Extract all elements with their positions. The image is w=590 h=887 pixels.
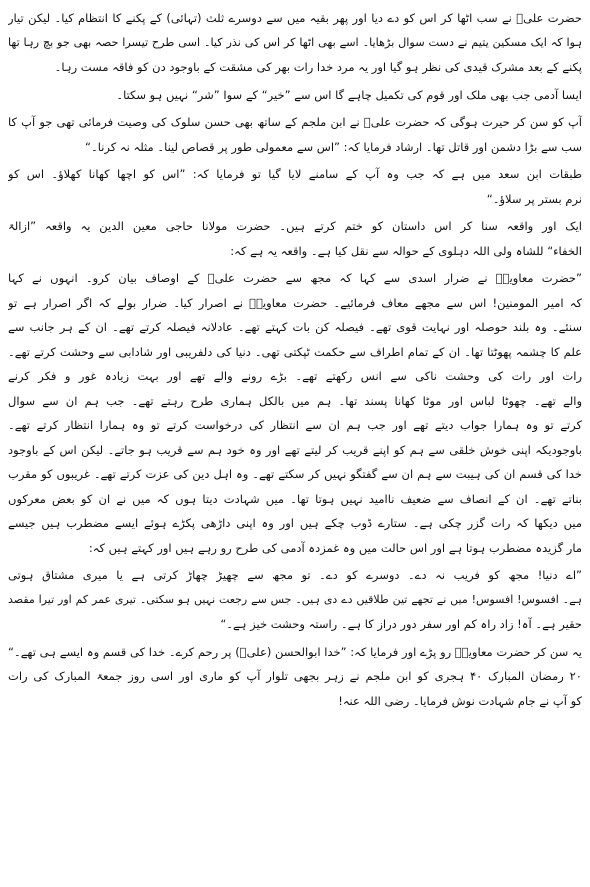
text-line: ”اے دنیا! مجھ کو فریب نہ دے۔ دوسرے کو دے۔ تو مجھ سے چھیڑ چھاڑ کرتی ہے یا میری مشتاق ہوتی [8, 568, 582, 582]
text-line: ”حضرت معاویہؓ نے ضرار اسدی سے کہا کہ مجھ سے حضرت علیؓ کے اوصاف بیان کرو۔ انہوں نے کہا [8, 271, 582, 285]
text-line: سنئے۔ وہ بلند حوصلہ اور نہایت قوی تھے۔ فیصلہ کن بات کہتے تھے۔ عادلانہ فیصلہ کرتے تھے۔ ان کے ہر جانب سے [8, 320, 582, 334]
text-line: طبقات ابن سعد میں ہے کہ جب وہ آپ کے سامنے لایا گیا تو فرمایا کہ: ”اس کو اچھا کھانا کھلاؤ۔ اس کو [8, 167, 582, 181]
text-line: پکنے کے بعد مشرک قیدی کی نظر ہو گیا اور یہ مرد خدا رات بھر کی مشقت کے باوجود دن کو فاقہ مست رہا۔ [54, 60, 582, 74]
text-line: ایسا آدمی جب بھی ملک اور قوم کی تکمیل چاہے گا اس سے ”خیر“ کے سوا ”شر“ نہیں ہو سکتا۔ [116, 87, 582, 102]
text-line: آپ کو سن کر حیرت ہوگی کہ حضرت علیؓ نے ابن ملجم کے ساتھ بھی حسن سلوک کی وصیت فرمائی تھی جو آپ کا [8, 115, 582, 129]
paragraph [8, 6, 582, 80]
text-line: علم کا چشمہ پھوٹتا تھا۔ ان کے تمام اطراف سے حکمت ٹپکتی تھی۔ دنیا کی دلفریبی اور شادابی سے وحشت کرتے تھے۔ [8, 344, 582, 359]
text-line: ہے۔ افسوس! افسوس! میں نے تجھے تین طلاقیں دے دی ہیں۔ جس سے رجعت نہیں ہو سکتی۔ تیری عمر کم اور تیرا مقصد [8, 592, 582, 606]
text-line: سب سے بڑا دشمن اور قاتل تھا۔ ارشاد فرمایا کہ: ”اس سے معمولی طور پر قصاص لینا۔ مثلہ نہ کرنا۔“ [85, 139, 582, 154]
paragraph [8, 266, 582, 560]
paragraph [8, 640, 582, 714]
text-line: کو آپ نے جام شہادت نوش فرمایا۔ رضی اللہ عنہ! [338, 693, 582, 708]
paragraph [8, 83, 582, 108]
text-line: ایک اور واقعہ سنا کر اس داستان کو ختم کرتے ہیں۔ حضرت مولانا حاجی معین الدین یہ واقعہ ”ازالۃ [8, 219, 582, 233]
paragraph [8, 214, 582, 263]
text-line: رات اور رات کی وحشت ناکی سے انس رکھتے تھے۔ بڑے رونے والے تھے اور بہت زیادہ غور و فکر کرنے [8, 369, 582, 383]
paragraph [8, 162, 582, 211]
text-line: ہوا کہ ایک مسکین یتیم نے دست سوال بڑھایا۔ اسے بھی اٹھا کر اس کی نذر کیا۔ اسی طرح تیسرا حصہ بھی جو بچ رہا تھا [8, 35, 582, 49]
text-line: ۲۰ رمضان المبارک ۴۰ ہجری کو ابن ملجم نے زہر بجھی تلوار آپ کو ماری اور اسی روز جمعۃ المبارک کی رات [8, 669, 582, 683]
text-line: کہ امیر المومنین! اس سے مجھے معاف فرمائیے۔ حضرت معاویہؓ نے اصرار کیا۔ ضرار بولے کہ اگر اصرار ہے تو [8, 295, 582, 310]
text-line: مار گزیدہ مضطرب ہوتا ہے اور اس حالت میں وہ غمزدہ آدمی کی طرح رو رہے ہیں اور کہتے ہیں کہ: [88, 540, 582, 555]
text-line: حضرت علیؓ نے سب اٹھا کر اس کو دے دیا اور پھر بقیہ میں سے دوسرے ثلث (تہائی) کے پکنے کا انتظام کیا۔ لیکن تیار [8, 11, 582, 25]
text-line: میں دیکھا کہ رات گزر چکی ہے۔ ستارے ڈوب چکے ہیں اور وہ اپنی داڑھی پکڑے ہوئے ایسے مضطرب ہیں جیسے [8, 516, 582, 530]
document-text [8, 6, 582, 716]
text-line: والے تھے۔ چھوٹا لباس اور موٹا کھانا پسند تھا۔ ہم میں بالکل ہماری طرح رہتے تھے۔ جب ہم ان سے سوال [8, 393, 582, 408]
text-line: کرتے تو وہ ہمارا جواب دیتے تھے اور جب ہم ان سے انتظار کی درخواست کرتے تو وہ ہمارا انتظار کرتے تھے۔ [8, 418, 582, 432]
paragraph [8, 110, 582, 159]
text-line: خدا کی قسم ان کی ہیبت سے ہم ان سے گفتگو نہیں کر سکتے تھے۔ وہ اہل دین کی عزت کرتے تھے۔ غریبوں کو مقرب [8, 467, 582, 481]
text-line: الخفاء“ للشاہ ولی اللہ دہلوی کے حوالہ سے نقل کیا ہے۔ واقعہ یہ ہے کہ: [230, 243, 582, 258]
text-line: حقیر ہے۔ آہ! زاد راہ کم اور سفر دور دراز کا ہے۔ راستہ وحشت خیز ہے۔“ [220, 617, 582, 631]
text-line: باوجودیکہ اپنی خوش خلقی سے ہم کو اپنے قریب کر لیتے تھے اور وہ خود ہم سے قریب ہو جاتے۔ لیکن اس کے باوجود [8, 442, 582, 457]
text-line: نرم بستر پر سلاؤ۔“ [486, 191, 582, 206]
text-line: بناتے تھے۔ ان کے انصاف سے ضعیف ناامید نہیں ہوتا تھا۔ میں شہادت دیتا ہوں کہ میں نے ان کو بعض معرکوں [8, 491, 582, 506]
paragraph [8, 563, 582, 637]
text-line: یہ سن کر حضرت معاویہؓ رو پڑے اور فرمایا کہ: ”خدا ابوالحسن (علیؓ) پر رحم کرے۔ خدا کی قسم وہ ایسے ہی تھے۔“ [8, 644, 582, 659]
